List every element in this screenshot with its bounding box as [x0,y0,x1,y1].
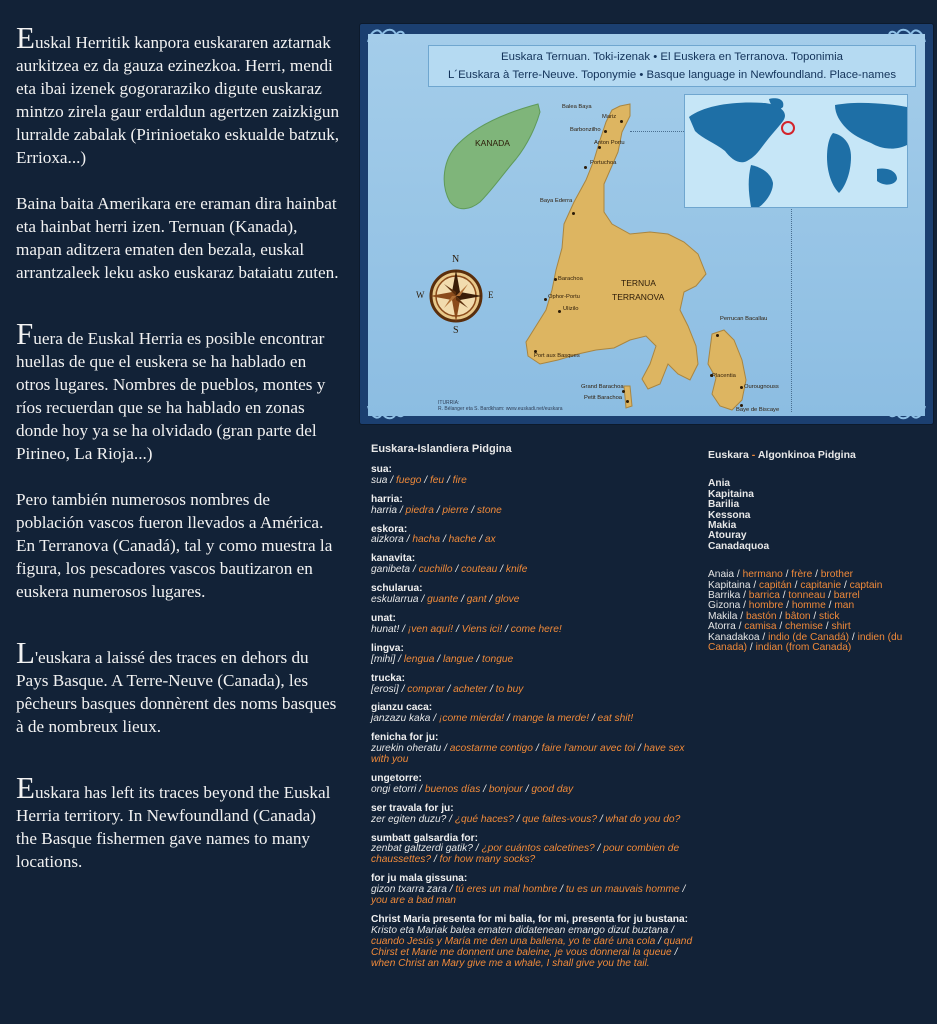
drop-cap: E [16,770,35,805]
translation: buenos días [424,783,481,795]
translation: knife [505,564,528,576]
source-word: sua [371,474,388,486]
source-word: Kristo eta Mariak balea ematen didatenean emango dizut buztana [371,924,669,936]
translation: mange la merde! [512,713,590,725]
world-inset-landmasses [685,95,907,207]
drop-cap: F [16,316,34,351]
separator: / [441,743,450,755]
compass-north: N [452,254,460,265]
separator: / [776,610,786,622]
world-inset-map [684,94,908,208]
source-word: Gizona [708,600,741,612]
separator: / [737,610,746,622]
separator: / [812,569,821,581]
translation: guante [427,594,459,606]
translation: capitán [758,579,792,591]
pidgin-translation-line [371,685,701,696]
separator: / [635,743,644,755]
place-label: Balea Baya [562,104,592,110]
translation: capitanie [800,579,842,591]
map-canvas [368,34,925,416]
place-label: Mariz [602,114,617,120]
translation: cuchillo [418,564,453,576]
separator: / [504,713,513,725]
separator: / [395,653,404,665]
pidgin-headword: schularua: [371,583,423,595]
label-island-spanish: TERRANOVA [612,292,665,302]
separator: / [434,653,443,665]
pidgin-entry [371,584,701,606]
translation: stone [476,504,502,516]
pidgin-entry [371,834,701,867]
source-word: gizon txarra zara [371,884,447,896]
section-title: Euskara-Islandiera Pidgina [371,443,512,455]
source-word: ongi etorri [371,783,417,795]
translation: come here! [510,623,562,635]
pidgin-headword: trucka: [371,672,405,684]
translation: tongue [482,653,514,665]
translation: feu [429,474,445,486]
intro-spanish-paragraph-2: Pero también numerosos nombres de población vascos fueron llevados a América. En Terranova (Canadá), tal y como muestra la figura, los pescadores vascos bautizaron en euskera numerosos lugares. [16,490,333,601]
separator: / [458,594,467,606]
pidgin-translation-line [371,595,701,606]
source-word: Makila [708,610,738,622]
place-label: Anton Portu [594,140,625,146]
translation: acheter [453,683,488,695]
pidgin-translation-line [371,844,701,866]
source-word: Barrika [708,590,741,602]
source-word: ganibeta [371,564,411,576]
translation: ¡ven aquí! [407,623,454,635]
pidgin-word: Barilia [708,499,740,511]
pidgin-entry [371,554,701,576]
pidgin-entry [371,915,701,970]
separator: / [444,683,454,695]
pidgin-headword: ungetorre: [371,772,422,784]
map-source: ITURRIA: R. Bélanger eta S. Bardkham: www.euskadi.net/euskara [438,400,563,412]
separator: / [557,884,566,896]
separator: / [734,569,743,581]
place-label: Portuchoa [590,160,617,166]
separator: / [476,534,485,546]
separator: / [446,813,455,825]
pidgin-entry [371,674,701,696]
translation: tu es un mauvais homme [565,884,680,896]
pidgin-translation-line [371,926,701,970]
separator: / [589,713,598,725]
translation: fire [452,474,467,486]
translation: indio (de Canadá) [768,631,850,643]
pidgin-entry [371,874,701,907]
source-word: [erosi] [371,683,399,695]
place-label: Port aux Basques [534,353,580,359]
pidgin-word: Canadaquoa [708,540,770,552]
source-word: Anaia [708,569,735,581]
separator: / [440,534,449,546]
translation: piedra [405,504,434,516]
translation: glove [495,594,520,606]
translation: tú eres un mal hombre [455,884,558,896]
separator: / [825,600,835,612]
place-marker [554,278,557,281]
pidgin-headword: unat: [371,612,396,624]
separator: / [486,594,496,606]
separator: / [416,783,425,795]
translation: barrica [748,590,780,602]
pidgin-translation-line [371,565,701,576]
separator: / [532,743,542,755]
source-word: janzazu kaka [371,713,431,725]
newfoundland-island [526,104,706,389]
translation: barrel [833,590,860,602]
place-label: Ourougnouss [744,384,779,390]
canada-landmass [444,104,540,209]
pidgin-translation-line [371,655,701,666]
compass-south: S [453,325,459,336]
translation: chemise [785,621,823,633]
translation: bonjour [488,783,523,795]
place-marker [572,212,575,215]
place-label: Grand Barachoa [581,384,624,390]
translation: shirt [831,621,851,633]
translation: quand Chirst et Marie me donnent une baleine, je vous donnerai la queue [371,935,693,958]
intro-basque-paragraph-2: Baina baita Amerikara ere eraman dira hainbat eta hainbat herri izen. Ternuan (Kanada), mapan aditzera ematen den bezala, euskal arrantzaleek leku asko euskaraz bataiatu zuten. [16,194,339,282]
section-title: Euskara - Algonkinoa Pidgina [708,449,856,461]
separator: / [433,504,443,516]
translation: stick [819,610,840,622]
pidgin-word: Kapitaina [708,488,754,500]
place-marker [544,298,547,301]
separator: / [825,590,834,602]
pidgin-translation-line [371,625,701,636]
translation: langue [442,653,474,665]
translation: have sex with you [371,743,685,766]
separator: / [452,564,462,576]
separator: / [822,621,832,633]
separator: / [750,579,759,591]
pidgin-headword: sua: [371,463,392,475]
map-frame [360,24,933,424]
source-word: zenbat galtzerdi gatik? [371,843,473,855]
pidgin-entry [371,495,701,517]
pidgin-translation-line [371,885,701,907]
place-marker [604,130,607,133]
translation: fuego [395,474,422,486]
source-word: hunat! [371,623,400,635]
translation: lengua [403,653,435,665]
separator: / [430,713,439,725]
compass-rose-icon [416,256,496,336]
translation: bâton [785,610,811,622]
map-title-box [428,45,916,87]
separator: / [444,474,453,486]
drop-cap: L [16,635,35,670]
separator: / [740,590,749,602]
separator: / [594,843,604,855]
translation: frère [791,569,813,581]
translation: hache [448,534,477,546]
source-word: zer egiten duzu? [371,813,447,825]
separator: / [472,843,482,855]
place-marker [584,166,587,169]
translation: camisa [744,621,777,633]
pidgin-entry [371,525,701,547]
source-word: aizkora [371,534,404,546]
place-label: Perrucan Bacallau [720,316,768,322]
translation: what do you do? [605,813,681,825]
pidgin-entry [371,465,701,487]
map-title-line-2: L´Euskara à Terre-Neuve. Toponymie • Basque language in Newfoundland. Place-names [447,69,897,81]
pidgin-entries [371,465,701,970]
intro-english-paragraph: Euskara has left its traces beyond the Euskal Herria territory. In Newfoundland (Canada) the Basque fishermen gave names to many locations. [16,770,331,871]
translation: ax [484,534,496,546]
separator: / [668,924,674,936]
separator: / [497,564,506,576]
separator: / [522,783,532,795]
pidgin-word-list [708,479,930,552]
map-title-line-1: Euskara Ternuan. Toki-izenak • El Euskera en Terranova. Toponimia [501,51,843,63]
translation: faire l'amour avec toi [541,743,636,755]
translation: gant [466,594,487,606]
place-marker [598,146,601,149]
avalon-peninsula [708,330,746,410]
source-word: Atorra [708,621,736,633]
translation: good day [531,783,574,795]
separator: / [747,642,756,654]
pidgin-headword: eskora: [371,523,408,535]
separator: / [513,813,523,825]
translation: pour combien de chaussettes? [371,843,680,866]
translation: to buy [495,683,524,695]
place-label: Placentia [712,373,736,379]
place-label: Petit Barachoa [584,395,623,401]
place-label: Baya Ederra [540,198,573,204]
place-marker [622,390,625,393]
separator: / [480,783,489,795]
pidgin-headword: ser travala for ju: [371,802,454,814]
translation: indien (du Canada) [708,631,903,654]
translation: Viens ici! [461,623,503,635]
separator: / [446,884,456,896]
separator: / [779,590,789,602]
separator: / [735,621,745,633]
drop-cap: E [16,20,35,55]
separator: / [410,564,419,576]
pidgin-word: Kessona [708,509,751,521]
separator: / [849,631,858,643]
separator: / [399,623,408,635]
pidgin-headword: fenicha for ju: [371,732,439,744]
source-word: zurekin oheratu [371,743,442,755]
basque-icelandic-pidgin-list [371,444,701,978]
place-label: Baye de Biscaye [736,407,780,413]
translation: hermano [742,569,783,581]
intro-text-column [16,20,341,873]
separator: / [468,504,477,516]
place-marker [716,334,719,337]
intro-spanish-paragraph-1: Fuera de Euskal Herria es posible encontrar huellas de que el euskera se ha hablado en otros lugares. Nombres de pueblos, montes y ríos recuerdan que se ha hablado en zonas donde hoy ya se ha olvidado (gran parte del Pirineo, La Rioja...) [16,316,326,463]
place-marker [740,386,743,389]
pidgin-headword: harria: [371,493,403,505]
source-word: Kanadakoa [708,631,760,643]
separator: / [782,569,792,581]
place-marker [620,120,623,123]
translation: you are a bad man [371,895,456,907]
translation: tonneau [788,590,826,602]
pidgin-translation-line [371,815,701,826]
pidgin-translation-line [371,506,701,517]
separator: / [671,946,678,958]
pidgin-entry [371,804,701,826]
translation: homme [791,600,826,612]
separator: / [397,504,406,516]
source-word: Kapitaina [708,579,751,591]
basque-algonquian-pidgin-list [708,450,930,654]
pidgin-translation-line [371,744,701,766]
intro-basque-paragraph-1: Euskal Herritik kanpora euskararen aztarnak aurkitzea ez da gauza ezinezkoa. Herri, mendi eta ibai izenek gogoraraziko digute euskaraz mintzo zirela gaur erdaldun agertzen zaizkigun lurralde zabalak (Pirinioetako eskualde batzuk, Errioxa...) [16,20,340,167]
pidgin-headword: lingva: [371,642,404,654]
small-island [624,386,632,408]
separator: / [841,579,850,591]
pidgin-entry [371,614,701,636]
pidgin-translation-line [371,535,701,546]
pidgin-word: Makia [708,520,737,532]
separator: / [655,935,664,947]
separator: / [759,631,769,643]
translation: ¿por cuántos calcetines? [481,843,595,855]
place-label: Barbonzilho [570,127,601,133]
translation: que faites-vous? [522,813,597,825]
place-marker [558,310,561,313]
separator: / [810,610,820,622]
source-word: eskularrua [371,594,419,606]
separator: / [453,623,462,635]
label-island-basque: TERNUA [621,278,656,288]
pidgin-headword: kanavita: [371,553,416,565]
separator: / [791,579,801,591]
separator: / [740,600,749,612]
translation: indian (from Canada) [755,642,852,654]
separator: / [387,474,396,486]
translation: ¿qué haces? [454,813,514,825]
pidgin-headword: Christ Maria presenta for mi balia, for mi, presenta for ju bustana: [371,914,689,925]
separator: / [421,474,430,486]
pidgin-entry [371,774,701,796]
compass-east: E [488,290,494,300]
location-marker-icon [781,121,795,135]
pidgin-headword: for ju mala gissuna: [371,873,468,885]
translation: cuando Jesús y María me den una ballena, yo te daré una cola [371,935,656,947]
translation: hombre [748,600,784,612]
separator: / [403,534,413,546]
pidgin-headword: gianzu caca: [371,702,433,714]
separator: / [776,621,786,633]
translation: couteau [461,564,498,576]
source-word: [mihi] [371,653,396,665]
separator: / [473,653,483,665]
separator: / [487,683,496,695]
map-landmasses [368,34,925,416]
pidgin-translation-line [371,714,701,725]
place-marker [626,400,629,403]
translation: for how many socks? [439,854,536,866]
translation: eat shit! [597,713,634,725]
separator: / [597,813,606,825]
pidgin-entry [371,703,701,725]
pidgin-translation-line [708,633,930,654]
source-word: harria [371,504,398,516]
translation: pierre [442,504,469,516]
translation: acostarme contigo [449,743,533,755]
separator: / [502,623,511,635]
separator: / [398,683,408,695]
translation: captain [849,579,883,591]
pidgin-translation-line [371,785,701,796]
pidgin-translation-line [371,476,701,487]
translation: when Christ an Mary give me a whale, I shall give you the tail. [371,957,650,969]
pidgin-word: Ania [708,478,731,490]
pidgin-headword: sumbatt galsardia for: [371,832,478,844]
compass-west: W [416,290,425,300]
pidgin-word: Atouray [708,530,747,542]
compass-rose [416,256,496,336]
pidgin-entry [371,644,701,666]
place-label: Barachoa [558,276,583,282]
translation: man [834,600,855,612]
translation: hacha [412,534,441,546]
translation: ¡come mierda! [438,713,505,725]
separator: / [679,884,686,896]
place-label: Ulizilo [563,306,579,312]
pidgin-translations [708,570,930,653]
place-label: Ophor-Portu [548,294,580,300]
translation: brother [820,569,854,581]
pidgin-entry [371,733,701,766]
separator: / [431,854,440,866]
translation: comprar [407,683,445,695]
separator: / [418,594,428,606]
translation: bastón [745,610,777,622]
intro-french-paragraph: L'euskara a laissé des traces en dehors du Pays Basque. A Terre-Neuve (Canada), les pêcheurs basques donnèrent des noms basques à de nombreux lieux. [16,635,337,736]
separator: / [783,600,792,612]
label-kanada: KANADA [475,138,510,148]
